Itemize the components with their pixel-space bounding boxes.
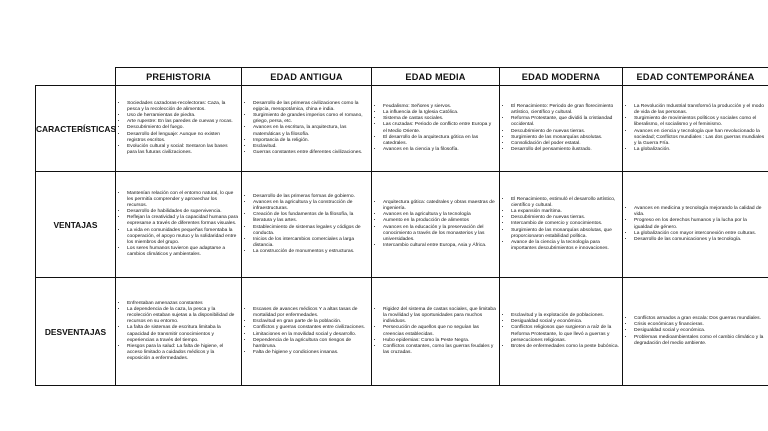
bullet-item: • La dependencia de la caza, la pesca y la recolección estaban sujetas a la disponibilidad de recursos en su entorno. xyxy=(127,307,238,325)
history-comparison-table xyxy=(35,67,768,386)
bullet-item: • Surgimiento de movimientos políticos y sociales como el liberalismo, el socialismo y el feminismo. xyxy=(634,116,765,128)
table-row-desventajas xyxy=(36,278,768,386)
table-cell xyxy=(500,172,623,278)
bullet-item: • Escases de avances médicos Y a altas tasas de mortalidad por enfermedades. xyxy=(253,307,368,319)
bullet-item: • Reforma Protestante, que dividió la cristiandad occidental. xyxy=(511,116,619,128)
bullet-item: • La vida en comunidades pequeñas fomentaba la cooperación, el apoyo mutuo y la solidaridad entre los miembros del grupo. xyxy=(127,228,238,246)
table-cell xyxy=(372,86,500,172)
bullet-item: • Uso de herramientas de piedra. xyxy=(127,113,238,119)
bullet-item: • Desarrollo de las primeras civilizaciones como la egipcia, mesopotámica, china e india. xyxy=(253,101,368,113)
bullet-item: • Conflictos constantes, como las guerras feudales y las cruzadas. xyxy=(383,344,496,356)
bullet-item: • Crisis económicas y financieras. xyxy=(634,322,765,328)
bullet-item: • Enfrentaban amenazas constantes xyxy=(127,301,238,307)
table-row-ventajas xyxy=(36,172,768,278)
bullet-item: • El desarrollo de la arquitectura gótica en las catedrales. xyxy=(383,135,496,147)
bullet-item: • La expansión marítima. xyxy=(511,209,619,215)
bullet-item: • Evolución cultural y social: Sentaron las bases para las futuras civilizaciones. xyxy=(127,144,238,156)
bullet-item: • Esclavitud. xyxy=(253,144,368,150)
bullet-item: • Desarrollo de las primeras formas de gobierno. xyxy=(253,194,368,200)
bullet-item: • Guerras constantes entre diferentes civilizaciones. xyxy=(253,150,368,156)
bullet-item: • Descubrimiento del fuego. xyxy=(127,125,238,131)
bullet-item: • La globalización. xyxy=(634,147,765,153)
bullet-item: • Limitaciones en la movilidad social y desarrollo. xyxy=(253,332,368,338)
bullet-item: • Intercambio de comercio y conocimientos. xyxy=(511,221,619,227)
bullet-item: • Brotes de enfermedades como la peste bubónica. xyxy=(511,344,619,350)
table-cell xyxy=(372,278,500,386)
bullet-item: • Avances en medicina y tecnología mejorando la calidad de vida. xyxy=(634,206,765,218)
table-cell xyxy=(500,86,623,172)
bullet-item: • Avances en la ciencia y la filosofía. xyxy=(383,147,496,153)
bullet-item: • Rigidez del sistema de castas sociales, que limitaba la movilidad y las oportunidades para muchos individuos. xyxy=(383,307,496,325)
row-header-ventajas: VENTAJAS xyxy=(36,172,116,278)
bullet-item: • Desigualdad social y económica. xyxy=(511,319,619,325)
row-header-desventajas: DESVENTAJAS xyxy=(36,278,116,386)
bullet-item: • La influencia de la Iglesia Católica. xyxy=(383,110,496,116)
bullet-item: • Consolidación del poder estatal. xyxy=(511,141,619,147)
bullet-item: • Las cruzadas: Periodo de conflicto entre Europa y el Medio Oriente. xyxy=(383,122,496,134)
bullet-item: • El Renacimiento: Periodo de gran florecimiento artístico, científico y cultural. xyxy=(511,104,619,116)
corner-cell xyxy=(36,68,116,86)
table-cell xyxy=(242,86,372,172)
table-cell xyxy=(623,86,768,172)
table-cell xyxy=(500,278,623,386)
column-header-prehistoria: PREHISTORIA xyxy=(116,68,242,86)
bullet-item: • Conflictos y guerras constantes entre civilizaciones. xyxy=(253,325,368,331)
bullet-item: • Feudalismo: Señores y siervos. xyxy=(383,104,496,110)
bullet-item: • Inicios de los intercambios comerciales a larga distancia. xyxy=(253,237,368,249)
bullet-item: • Avances en ciencia y tecnología que han revolucionado la sociedad; Conflictos mundiales : Las dos guerras mundiales y la Guerra Fría. xyxy=(634,129,765,147)
table-cell xyxy=(242,172,372,278)
table-row-caracteristicas xyxy=(36,86,768,172)
bullet-item: • Desarrollo de habilidades de supervivencia. xyxy=(127,209,238,215)
bullet-item: • Arquitectura gótica: catedrales y obras maestras de ingeniería. xyxy=(383,200,496,212)
bullet-item: • Avance de la ciencia y la tecnología para importantes descubrimientos e innovaciones. xyxy=(511,240,619,252)
bullet-item: • Surgimiento de grandes imperios como el romano, griego, persa, etc. xyxy=(253,113,368,125)
table-cell xyxy=(116,172,242,278)
table-cell xyxy=(623,278,768,386)
column-header-edad-moderna: EDAD MODERNA xyxy=(500,68,623,86)
bullet-item: • Progreso en los derechos humanos y la lucha por la igualdad de género. xyxy=(634,218,765,230)
bullet-item: • Descubrimiento de nuevas tierras. xyxy=(511,215,619,221)
column-header-edad-contemporanea: EDAD CONTEMPORÁNEA xyxy=(623,68,768,86)
bullet-item: • Avances en la agricultura y la tecnología xyxy=(383,212,496,218)
table-cell xyxy=(372,172,500,278)
bullet-item: • Sistema de castas sociales. xyxy=(383,116,496,122)
bullet-item: • Desarrollo de las comunicaciones y la tecnología. xyxy=(634,237,765,243)
table-cell xyxy=(116,86,242,172)
bullet-item: • Creación de los fundamentos de la filosofía, la literatura y las artes. xyxy=(253,212,368,224)
bullet-item: • Avances en la escritura, la arquitectura, las matemáticas y la filosofía. xyxy=(253,125,368,137)
bullet-item: • Conflictos armados a gran escala: Dos guerras mundiales. xyxy=(634,316,765,322)
bullet-item: • Surgimiento de las monarquías absolutas. xyxy=(511,135,619,141)
bullet-item: • Establecimiento de sistemas legales y códigos de conducta. xyxy=(253,225,368,237)
table-cell xyxy=(242,278,372,386)
table-cell xyxy=(623,172,768,278)
bullet-item: • La Revolución Industrial transformó la producción y el modo de vida de las personas. xyxy=(634,104,765,116)
bullet-item: • Riesgos para la salud: La falta de higiene, el acceso limitado a cuidados médicos y la exposición a enfermedades. xyxy=(127,344,238,362)
bullet-item: • Avances en la agricultura y la construcción de infraestructuras. xyxy=(253,200,368,212)
bullet-item: • Sociedades cazadoras-recolectoras: Caza, la pesca y la recolección de alimentos. xyxy=(127,101,238,113)
bullet-item: • Persecución de aquellos que no seguían las creencias establecidas. xyxy=(383,325,496,337)
bullet-item: • Importancia de la religión. xyxy=(253,138,368,144)
bullet-item: • Esclavitud y la explotación de poblaciones. xyxy=(511,313,619,319)
bullet-item: • Reflejan la creatividad y la capacidad humana para expresarse a través de diferentes formas visuales. xyxy=(127,215,238,227)
bullet-item: • Falta de higiene y condiciones insanas. xyxy=(253,350,368,356)
bullet-item: • La falta de sistemas de escritura limitaba la capacidad de transmitir conocimientos y experiencias a través del tiempo. xyxy=(127,325,238,343)
bullet-item: • Surgimiento de las monarquías absolutas, que proporcionaron estabilidad política. xyxy=(511,228,619,240)
bullet-item: • Intercambio cultural entre Europa, Asia y África. xyxy=(383,243,496,249)
column-header-edad-antigua: EDAD ANTIGUA xyxy=(242,68,372,86)
bullet-item: • Desarrollo del pensamiento ilustrado. xyxy=(511,147,619,153)
bullet-item: • Esclavitud en gran parte de la población. xyxy=(253,319,368,325)
table-cell xyxy=(116,278,242,386)
bullet-item: • Dependencia de la agricultura con riesgos de hambruna. xyxy=(253,338,368,350)
bullet-item: • Descubrimiento de nuevas tierras. xyxy=(511,129,619,135)
bullet-item: • Avances en la educación y la preservación del conocimiento a través de los monasterios y las universidades. xyxy=(383,225,496,243)
bullet-item: • Problemas medioambientales como el cambio climático y la degradación del medio ambiente. xyxy=(634,335,765,347)
bullet-item: • Aumento en la producción de alimentos xyxy=(383,218,496,224)
bullet-item: • La globalización con mayor interconexión entre culturas. xyxy=(634,231,765,237)
bullet-item: • Desarrollo del lenguaje: Aunque no existen registros escritos. xyxy=(127,132,238,144)
row-header-caracteristicas: CARACTERÍSTICAS xyxy=(36,86,116,172)
column-header-edad-media: EDAD MEDIA xyxy=(372,68,500,86)
bullet-item: • Los seres humanos tuvieron que adaptarse a cambios climáticos y ambientales. xyxy=(127,246,238,258)
bullet-item: • La construcción de monumentos y estructuras. xyxy=(253,249,368,255)
bullet-item: • Mantenían relación con el entorno natural, lo que les permitía comprender y aprovechar los recursos. xyxy=(127,191,238,209)
bullet-item: • Hubo epidemias: Como la Peste Negra. xyxy=(383,338,496,344)
bullet-item: • Desigualdad social y económica. xyxy=(634,328,765,334)
bullet-item: • Conflictos religiosos que surgieron a raíz de la Reforma Protestante, lo que llevó a guerras y persecuciones religiosas. xyxy=(511,325,619,343)
bullet-item: • El Renacimiento, estimuló el desarrollo artístico, científico y cultural. xyxy=(511,197,619,209)
bullet-item: • Arte rupestre: En las paredes de cuevas y rocas. xyxy=(127,119,238,125)
